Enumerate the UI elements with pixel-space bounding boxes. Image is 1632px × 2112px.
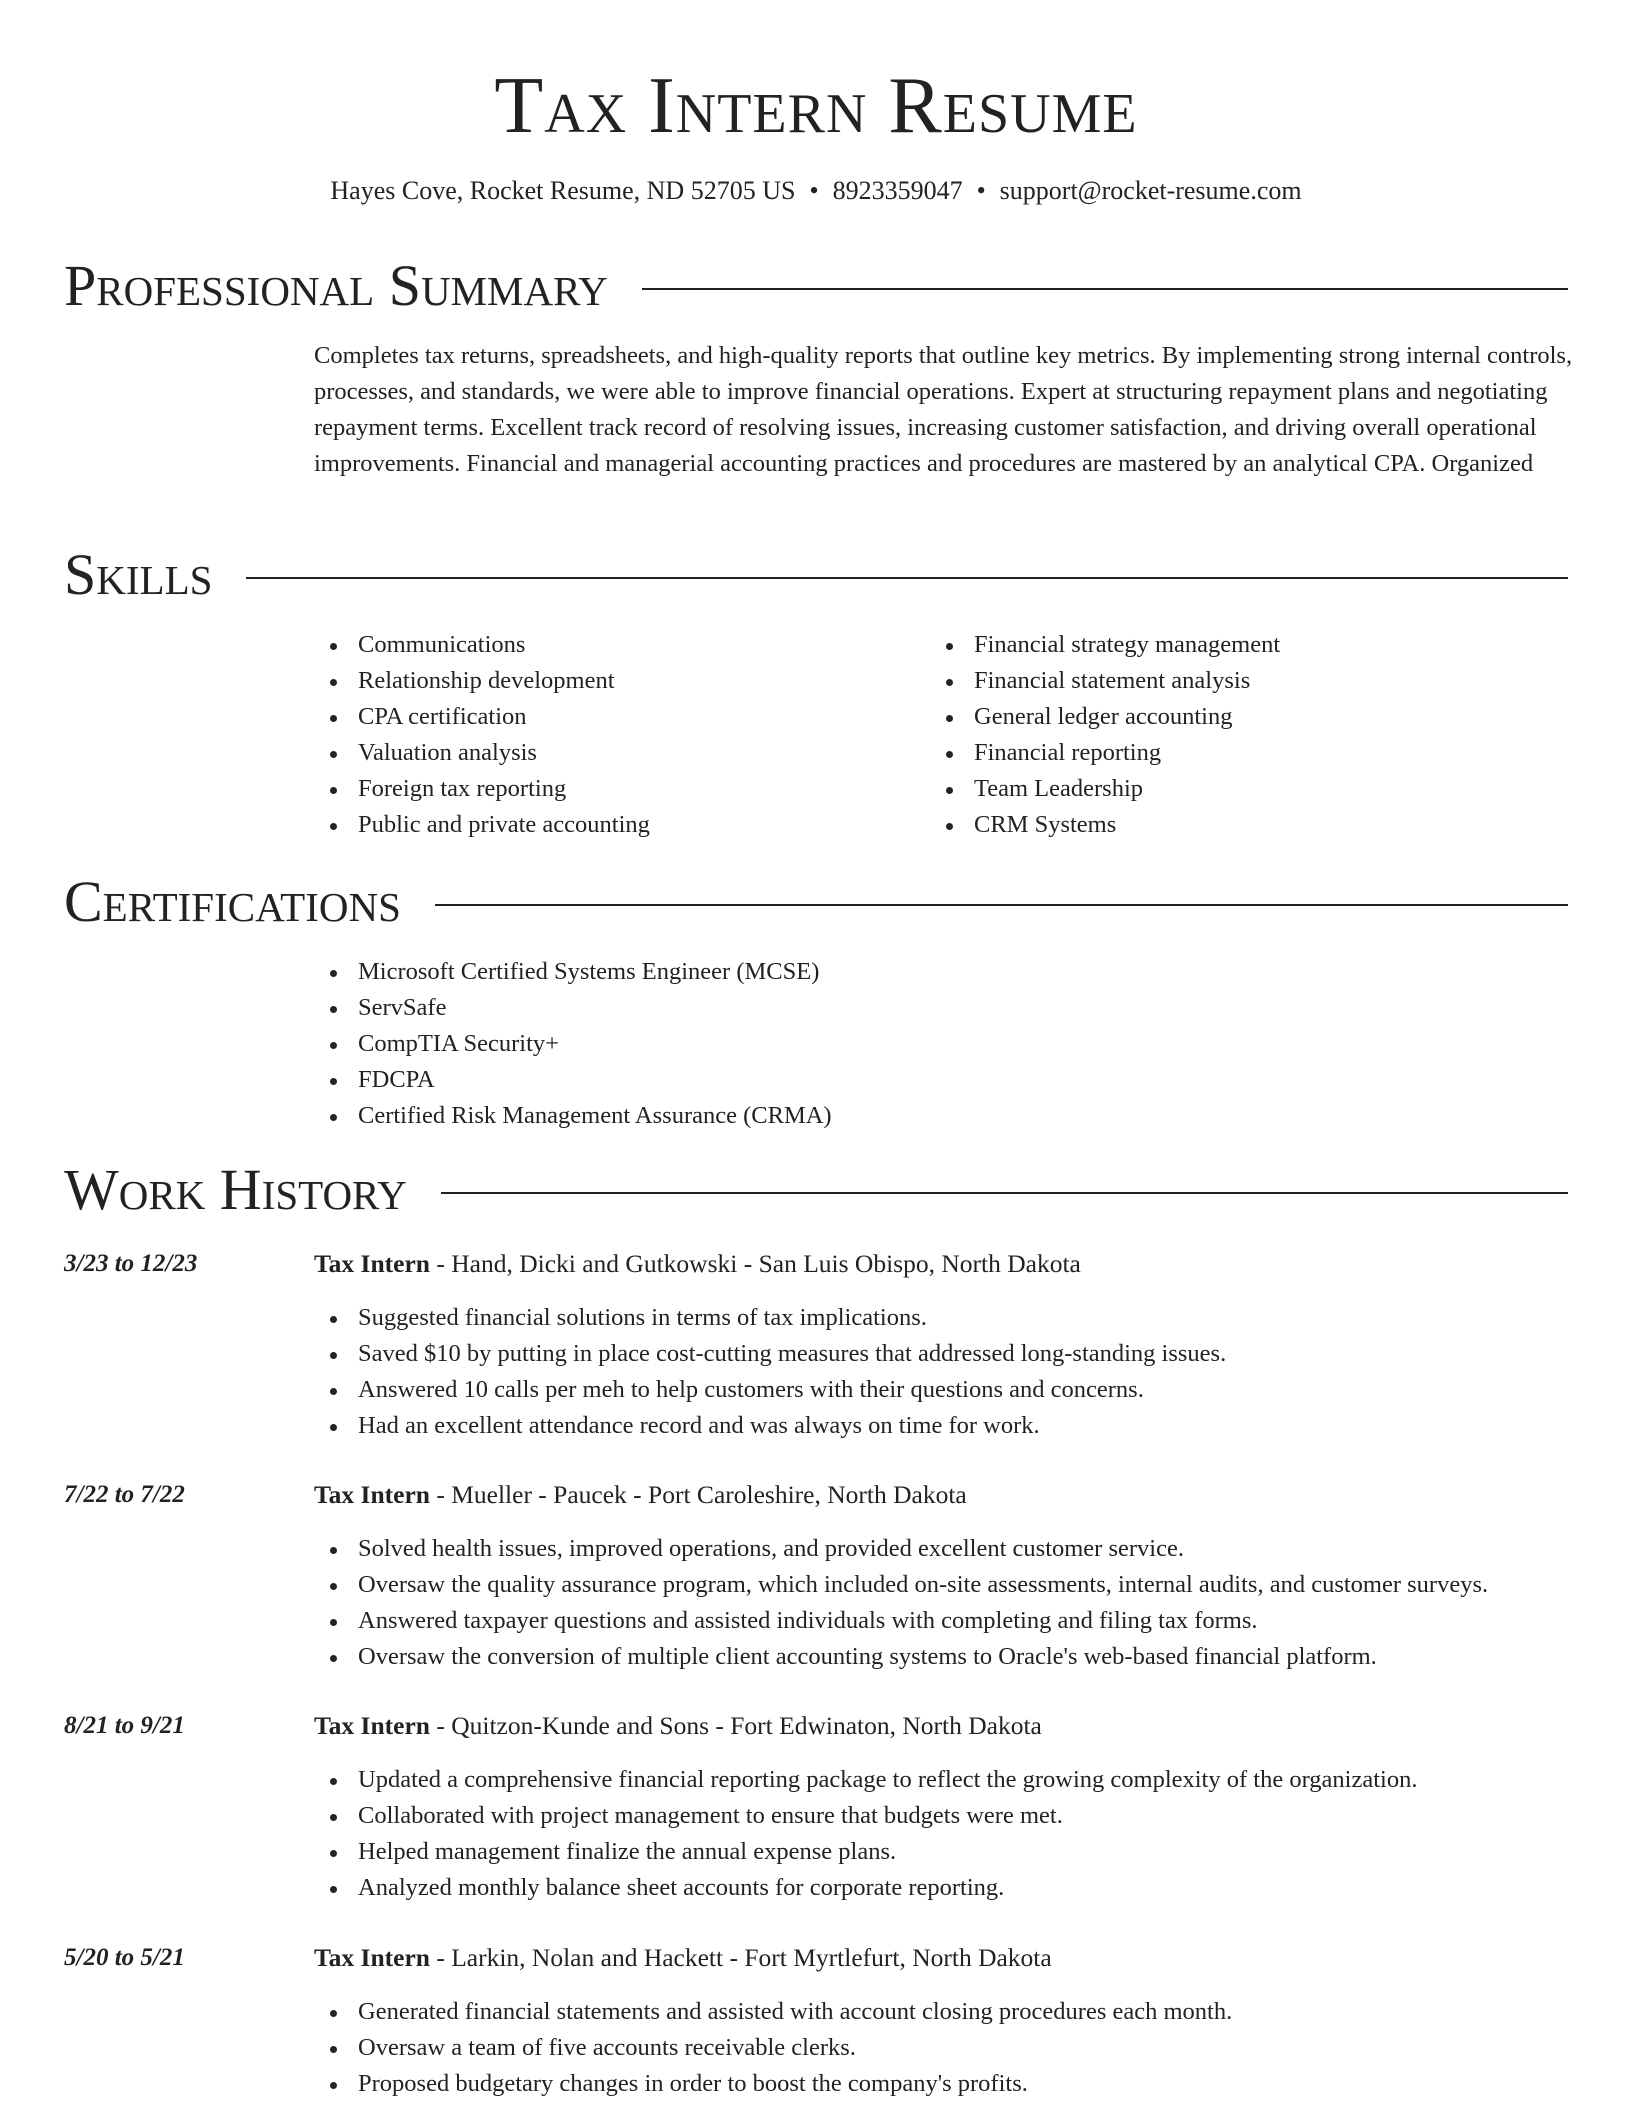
job-bullets xyxy=(314,1300,1226,1444)
certification-item: Microsoft Certified Systems Engineer (MCSE) xyxy=(314,954,832,990)
job-bullet: Answered taxpayer questions and assisted individuals with completing and filing tax forms. xyxy=(314,1603,1488,1639)
job-bullet: Oversaw the quality assurance program, which included on-site assessments, internal audits, and customer surveys. xyxy=(314,1567,1488,1603)
summary-heading: Professional Summary xyxy=(64,253,608,318)
certification-item: Certified Risk Management Assurance (CRMA) xyxy=(314,1098,832,1134)
job-details: - Hand, Dicki and Gutkowski - San Luis Obispo, North Dakota xyxy=(429,1249,1081,1278)
skills-list-left xyxy=(314,627,650,843)
job-bullet: Answered 10 calls per meh to help customers with their questions and concerns. xyxy=(314,1372,1226,1408)
contact-separator: • xyxy=(976,176,986,205)
section-divider xyxy=(435,904,1568,906)
certifications-heading: Certifications xyxy=(64,869,401,934)
job-dates: 5/20 to 5/21 xyxy=(64,1944,185,1971)
job-heading xyxy=(314,1246,1081,1282)
skill-item: Foreign tax reporting xyxy=(314,771,650,807)
job-bullets xyxy=(314,1994,1232,2102)
job-role: Tax Intern xyxy=(314,1711,430,1740)
job-dates: 7/22 to 7/22 xyxy=(64,1481,185,1508)
certification-item: ServSafe xyxy=(314,990,832,1026)
section-divider xyxy=(642,288,1568,290)
job-bullet: Oversaw the conversion of multiple client accounting systems to Oracle's web-based financial platform. xyxy=(314,1639,1488,1675)
skill-item: Financial reporting xyxy=(930,735,1280,771)
contact-email[interactable]: support@rocket-resume.com xyxy=(999,176,1302,205)
certification-item: FDCPA xyxy=(314,1062,832,1098)
job-details: - Larkin, Nolan and Hackett - Fort Myrtlefurt, North Dakota xyxy=(429,1943,1052,1972)
contact-separator: • xyxy=(809,176,819,205)
certification-item: CompTIA Security+ xyxy=(314,1026,832,1062)
skill-item: Public and private accounting xyxy=(314,807,650,843)
job-bullets xyxy=(314,1762,1417,1906)
certifications-section-header xyxy=(64,870,1568,934)
job-bullet: Helped management finalize the annual expense plans. xyxy=(314,1834,1417,1870)
summary-section-header xyxy=(64,254,1568,318)
job-bullet: Oversaw a team of five accounts receivable clerks. xyxy=(314,2030,1232,2066)
skill-item: Valuation analysis xyxy=(314,735,650,771)
job-bullet: Had an excellent attendance record and was always on time for work. xyxy=(314,1408,1226,1444)
summary-text: Completes tax returns, spreadsheets, and high-quality reports that outline key metrics. By implementing strong internal controls, processes, and standards, we were able to improve financial operations. Expert at structuring repayment plans and negotiating repayment terms. Excellent track record of resolving issues, increasing customer satisfaction, and driving overall operational improvements. Financial and managerial accounting practices and procedures are mastered by an analytical CPA. Organized xyxy=(314,342,1573,477)
job-dates: 8/21 to 9/21 xyxy=(64,1712,185,1739)
section-divider xyxy=(246,577,1568,579)
job-role: Tax Intern xyxy=(314,1249,430,1278)
job-bullets xyxy=(314,1531,1488,1675)
job-bullet: Analyzed monthly balance sheet accounts for corporate reporting. xyxy=(314,1870,1417,1906)
job-details: - Quitzon-Kunde and Sons - Fort Edwinaton, North Dakota xyxy=(429,1711,1042,1740)
skill-item: Relationship development xyxy=(314,663,650,699)
section-divider xyxy=(441,1192,1568,1194)
skill-item: Team Leadership xyxy=(930,771,1280,807)
work-history-heading: Work History xyxy=(64,1157,407,1222)
job-dates: 3/23 to 12/23 xyxy=(64,1250,198,1277)
skill-item: Financial statement analysis xyxy=(930,663,1280,699)
job-bullet: Suggested financial solutions in terms of tax implications. xyxy=(314,1300,1226,1336)
job-details: - Mueller - Paucek - Port Caroleshire, North Dakota xyxy=(429,1480,967,1509)
work-history-section-header xyxy=(64,1158,1568,1222)
skill-item: Communications xyxy=(314,627,650,663)
skills-list-right xyxy=(930,627,1280,843)
resume-title: Tax Intern Resume xyxy=(494,62,1138,150)
certifications-list xyxy=(314,954,832,1134)
job-bullet: Updated a comprehensive financial reporting package to reflect the growing complexity of the organization. xyxy=(314,1762,1417,1798)
skill-item: CPA certification xyxy=(314,699,650,735)
job-heading xyxy=(314,1708,1042,1744)
contact-line xyxy=(0,174,1632,208)
job-bullet: Generated financial statements and assisted with account closing procedures each month. xyxy=(314,1994,1232,2030)
contact-phone: 8923359047 xyxy=(832,176,963,205)
job-role: Tax Intern xyxy=(314,1943,430,1972)
skills-heading: Skills xyxy=(64,542,213,607)
job-bullet: Saved $10 by putting in place cost-cutting measures that addressed long-standing issues. xyxy=(314,1336,1226,1372)
skills-section-header xyxy=(64,543,1568,607)
job-heading xyxy=(314,1940,1052,1976)
job-role: Tax Intern xyxy=(314,1480,430,1509)
skill-item: General ledger accounting xyxy=(930,699,1280,735)
job-bullet: Proposed budgetary changes in order to boost the company's profits. xyxy=(314,2066,1232,2102)
job-bullet: Solved health issues, improved operations, and provided excellent customer service. xyxy=(314,1531,1488,1567)
contact-address: Hayes Cove, Rocket Resume, ND 52705 US xyxy=(330,176,796,205)
job-heading xyxy=(314,1477,967,1513)
skill-item: CRM Systems xyxy=(930,807,1280,843)
skill-item: Financial strategy management xyxy=(930,627,1280,663)
job-bullet: Collaborated with project management to ensure that budgets were met. xyxy=(314,1798,1417,1834)
